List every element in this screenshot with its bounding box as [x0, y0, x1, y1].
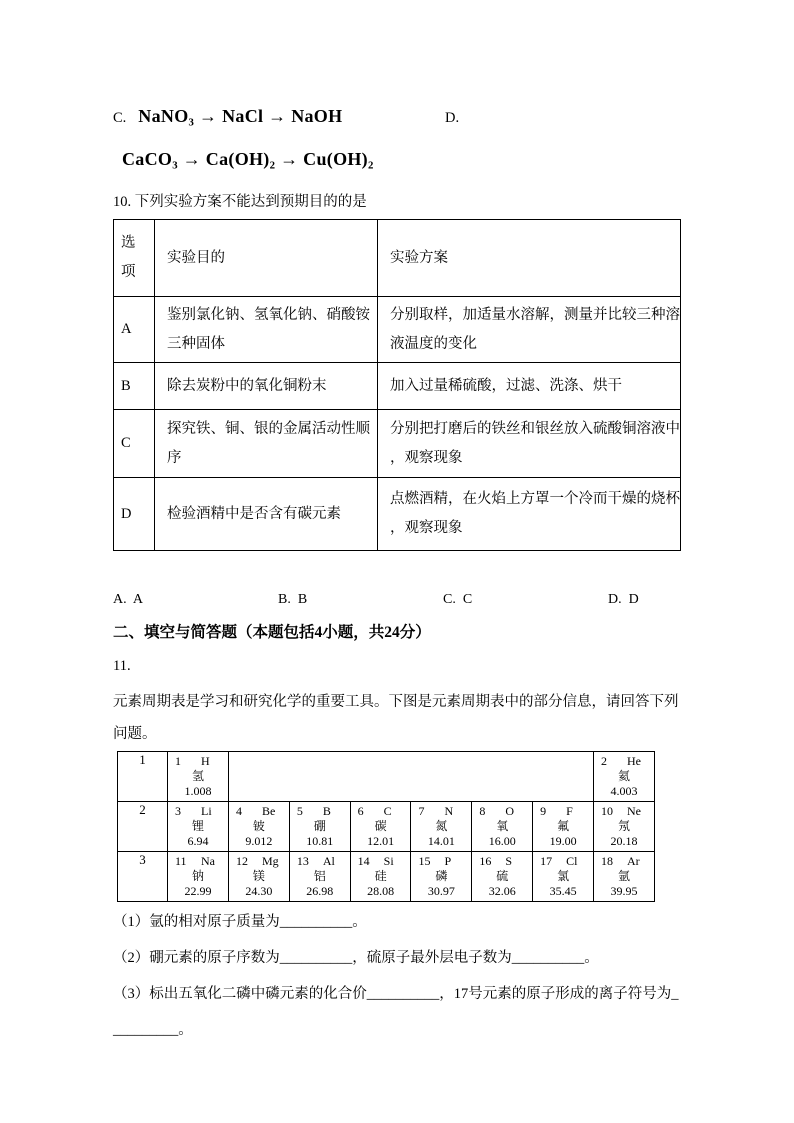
row-c-purpose: 探究铁、铜、银的金属活动性顺 序	[155, 410, 378, 478]
period-2-row	[118, 802, 655, 852]
table-header-row	[114, 220, 681, 297]
option-d-label: D.	[445, 110, 460, 126]
element-cell-ne: 10 Ne 氖 20.18	[594, 802, 655, 852]
element-cell-b: 5 B 硼 10.81	[289, 802, 350, 852]
periodic-table-gap	[229, 752, 594, 802]
option-c-label: C.	[113, 110, 127, 126]
element-cell-c: 6 C 碳 12.01	[350, 802, 411, 852]
element-cell-p: 15 P 磷 30.97	[411, 852, 472, 902]
table-row-a	[114, 297, 681, 363]
row-b-purpose: 除去炭粉中的氧化铜粉末	[155, 363, 378, 410]
table-row-b	[114, 363, 681, 410]
element-cell-cl: 17 Cl 氯 35.45	[533, 852, 594, 902]
answer-choice-d: D. D	[608, 592, 639, 607]
element-cell-o: 8 O 氧 16.00	[472, 802, 533, 852]
row-a-option: A	[114, 297, 155, 363]
table-row-c	[114, 410, 681, 478]
row-d-purpose: 检验酒精中是否含有碳元素	[155, 478, 378, 551]
element-cell-s: 16 S 硫 32.06	[472, 852, 533, 902]
sub-question-3-continuation: _________。	[113, 1022, 193, 1038]
option-d-formula: CaCO₃ → Ca(OH)₂ → Cu(OH)₂	[122, 149, 374, 169]
row-d-plan: 点燃酒精，在火焰上方罩一个冷而干燥的烧杯 ，观察现象	[378, 478, 681, 551]
element-cell-mg: 12 Mg 镁 24.30	[229, 852, 290, 902]
page-content	[113, 103, 680, 1040]
period-1-row	[118, 752, 655, 802]
element-cell-na: 11 Na 钠 22.99	[168, 852, 229, 902]
question-10-title: 10. 下列实验方案不能达到预期目的的是	[113, 194, 367, 210]
element-cell-n: 7 N 氮 14.01	[411, 802, 472, 852]
element-cell-si: 14 Si 硅 28.08	[350, 852, 411, 902]
row-c-plan: 分别把打磨后的铁丝和银丝放入硫酸铜溶液中 ，观察现象	[378, 410, 681, 478]
question-11-number: 11.	[113, 658, 131, 674]
row-c-option: C	[114, 410, 155, 478]
row-b-plan: 加入过量稀硫酸，过滤、洗涤、烘干	[378, 363, 681, 410]
element-cell-he: 2 He 氦 4.003	[594, 752, 655, 802]
row-a-plan: 分别取样，加适量水溶解，测量并比较三种溶 液温度的变化	[378, 297, 681, 363]
period-3-row	[118, 852, 655, 902]
experiment-plan-table	[113, 219, 681, 551]
col-header-plan: 实验方案	[378, 220, 681, 297]
period-3-label: 3	[118, 852, 168, 902]
answer-choices-row	[113, 592, 680, 608]
periodic-table	[117, 751, 655, 902]
element-cell-f: 9 F 氟 19.00	[533, 802, 594, 852]
section-2-heading: 二、填空与简答题（本题包括4小题，共24分）	[113, 624, 431, 641]
row-a-purpose: 鉴别氯化钠、氢氧化钠、硝酸铵 三种固体	[155, 297, 378, 363]
element-cell-ar: 18 Ar 氩 39.95	[594, 852, 655, 902]
question-11-intro	[113, 686, 680, 750]
element-cell-be: 4 Be 铍 9.012	[229, 802, 290, 852]
intro-line-1: 元素周期表是学习和研究化学的重要工具。下图是元素周期表中的部分信息，请回答下列	[113, 694, 679, 710]
row-b-option: B	[114, 363, 155, 410]
row-d-option: D	[114, 478, 155, 551]
table-row-d	[114, 478, 681, 551]
option-c-formula: NaNO₃ → NaCl → NaOH	[138, 106, 343, 126]
answer-choice-b: B. B	[278, 592, 308, 607]
intro-line-2: 问题。	[113, 726, 157, 742]
period-2-label: 2	[118, 802, 168, 852]
sub-question-3: （3）标出五氧化二磷中磷元素的化合价__________，17号元素的原子形成的离子符号为_	[113, 986, 679, 1002]
options-c-d-row	[113, 103, 680, 127]
sub-question-1: （1）氩的相对原子质量为__________。	[113, 914, 367, 930]
sub-question-2: （2）硼元素的原子序数为__________，硫原子最外层电子数为__________。	[113, 950, 599, 966]
element-cell-h: 1 H 氢 1.008	[168, 752, 229, 802]
col-header-option: 选项	[114, 220, 155, 297]
answer-choice-a: A. A	[113, 592, 143, 607]
element-cell-al: 13 Al 铝 26.98	[289, 852, 350, 902]
element-cell-li: 3 Li 锂 6.94	[168, 802, 229, 852]
period-1-label: 1	[118, 752, 168, 802]
answer-choice-c: C. C	[443, 592, 473, 607]
col-header-purpose: 实验目的	[155, 220, 378, 297]
